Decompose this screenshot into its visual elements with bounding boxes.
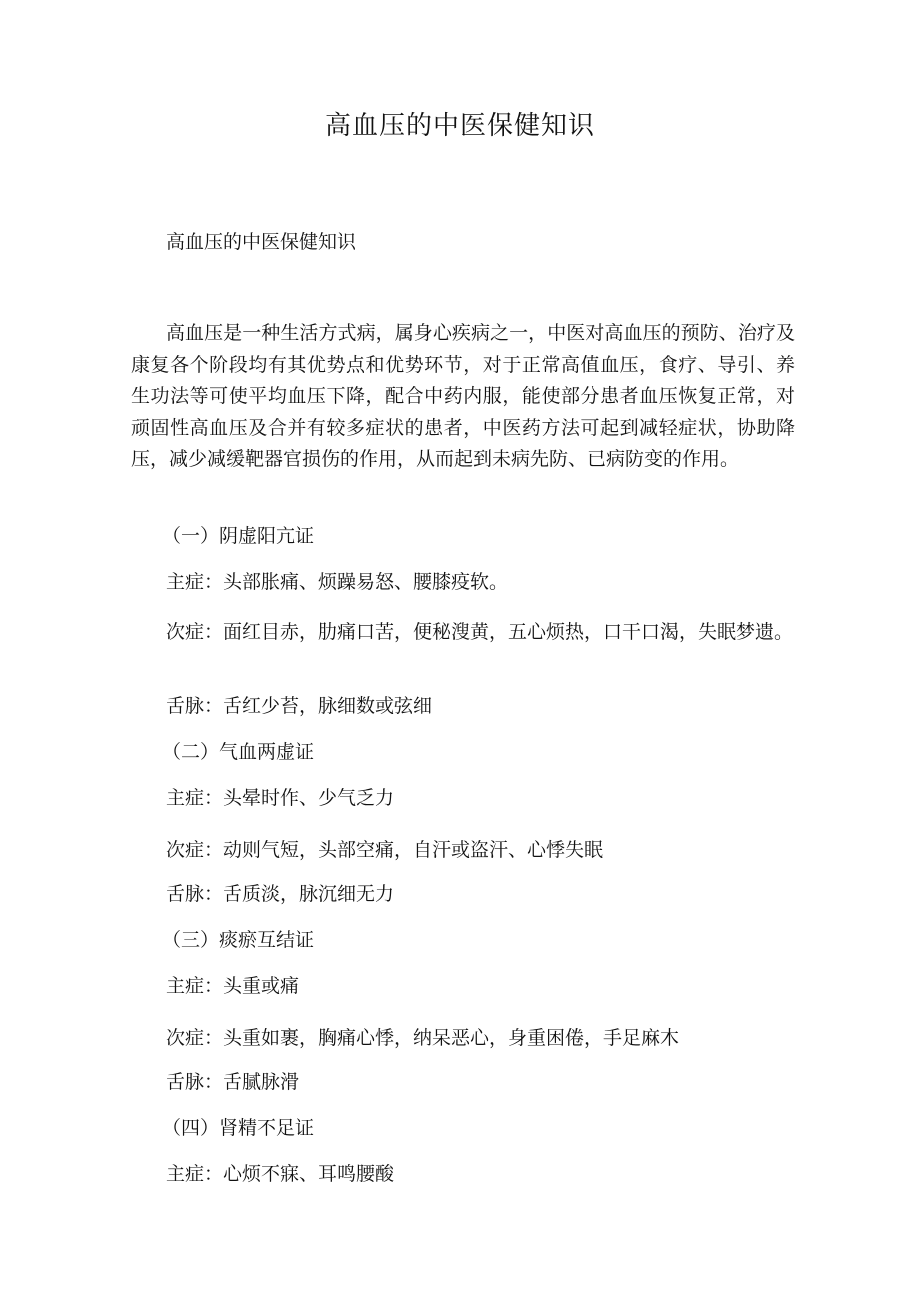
section-subtitle: 高血压的中医保健知识 (166, 231, 357, 253)
main-symptom-4: 主症：心烦不寐、耳鸣腰酸 (166, 1163, 395, 1185)
main-symptom-1: 主症：头部胀痛、烦躁易怒、腰膝疫软。 (166, 571, 509, 593)
secondary-symptom-2: 次症：动则气短，头部空痛，自汗或盗汗、心悸失眠 (166, 839, 604, 861)
tongue-pulse-2: 舌脉：舌质淡，脉沉细无力 (166, 883, 395, 905)
intro-paragraph: 高血压是一种生活方式病，属身心疾病之一，中医对高血压的预防、治疗及康复各个阶段均有其优势点和优势环节，对于正常高值血压，食疗、导引、养生功法等可使平均血压下降，配合中药内服，能使部分患者血压恢复正常，对顽固性高血压及合并有较多症状的患者，中医药方法可起到减轻症状，协助降压，减少减缓靶器官损伤的作用，从而起到未病先防、已病防变的作用。 (131, 322, 795, 471)
tongue-pulse-1: 舌脉：舌红少苔，脉细数或弦细 (166, 695, 433, 717)
tongue-pulse-3: 舌脉：舌腻脉滑 (166, 1071, 300, 1093)
secondary-symptom-3: 次症：头重如裹，胸痛心悸，纳呆恶心，身重困倦，手足麻木 (166, 1027, 680, 1049)
secondary-symptom-1: 次症：面红目赤，肋痛口苦，便秘溲黄，五心烦热，口干口渴，失眠梦遗。 (166, 621, 794, 643)
syndrome-heading-1: （一）阴虚阳亢证 (162, 525, 315, 547)
main-symptom-3: 主症：头重或痛 (166, 975, 300, 997)
main-symptom-2: 主症：头晕时作、少气乏力 (166, 787, 395, 809)
syndrome-heading-4: （四）肾精不足证 (162, 1117, 315, 1139)
syndrome-heading-3: （三）痰瘀互结证 (162, 929, 315, 951)
page-title: 高血压的中医保健知识 (324, 111, 595, 141)
syndrome-heading-2: （二）气血两虚证 (162, 741, 315, 763)
